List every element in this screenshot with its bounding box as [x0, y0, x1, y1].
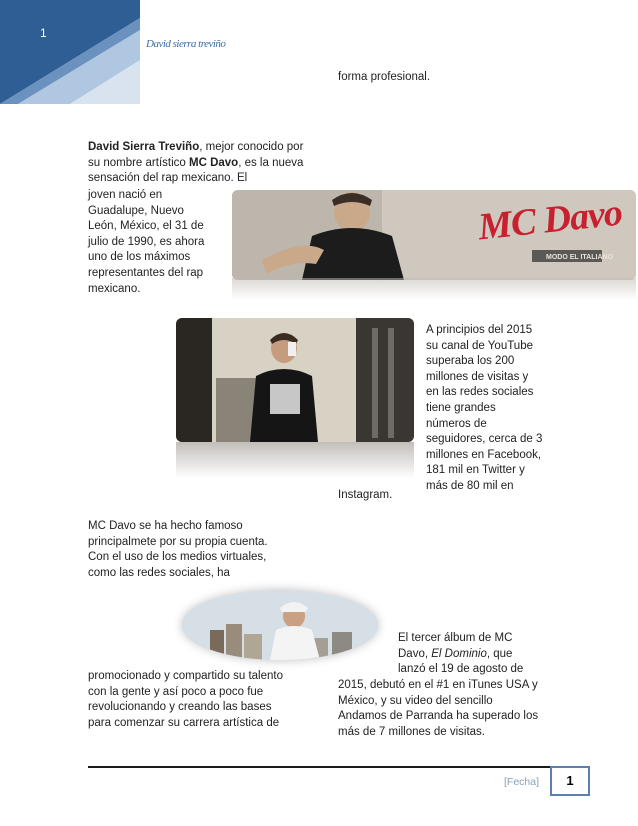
footer-rule — [88, 766, 550, 768]
fame-line: Con el uso de los medios virtuales, — [88, 551, 267, 564]
youtube-line: 181 mil en Twitter y — [426, 464, 525, 477]
intro-line: representantes del rap — [88, 266, 204, 279]
youtube-paragraph — [426, 323, 566, 495]
intro-line: León, México, el 31 de — [88, 220, 204, 233]
mc-davo-selfie-image — [176, 318, 414, 442]
album-line: más de 7 millones de visitas. — [338, 725, 486, 738]
album-line: El tercer álbum de MC — [398, 632, 513, 644]
youtube-line: más de 80 mil en — [426, 479, 514, 492]
youtube-line: millones en Facebook, — [426, 448, 542, 461]
album-paragraph-top — [398, 631, 558, 678]
intro-line: julio de 1990, es ahora — [88, 235, 205, 248]
album-line: lanzó el 19 de agosto de — [398, 663, 524, 676]
intro-line: joven nació en — [88, 189, 163, 201]
selfie-reflection — [176, 442, 414, 478]
intro-stage-name: MC Davo — [188, 156, 239, 169]
intro-line: Guadalupe, Nuevo — [88, 204, 184, 217]
youtube-line: millones de visitas y — [426, 370, 529, 383]
intro-wrapped-lines — [88, 188, 228, 297]
youtube-line: tiene grandes — [426, 401, 496, 414]
intro-line: mexicano. — [88, 282, 141, 295]
corner-decoration — [0, 0, 140, 104]
banner-tagline: MODO EL ITALIANO — [546, 254, 614, 261]
header-page-number: 1 — [40, 26, 47, 40]
youtube-line: superaba los 200 — [426, 355, 515, 368]
footer-date-placeholder: [Fecha] — [504, 776, 540, 788]
intro-name: David Sierra Treviño — [88, 141, 200, 153]
album-line: México, y su video del sencillo — [338, 694, 493, 707]
youtube-line: seguidores, cerca de 3 — [426, 433, 543, 446]
intro-text-b: , es la nueva sensación del rap mexicano. El — [88, 156, 304, 185]
mc-davo-banner-image — [232, 190, 636, 280]
fame-line: como las redes sociales, ha — [88, 566, 230, 579]
footer-page-number: 1 — [550, 766, 590, 796]
fame-line: principalmete por su propia cuenta. — [88, 535, 268, 548]
mc-davo-city-image — [182, 590, 378, 660]
intro-paragraph — [88, 140, 304, 187]
album-text: , que — [486, 647, 513, 660]
youtube-line: números de — [426, 417, 487, 430]
intro-text-a: , mejor conocido por su nombre artístico — [88, 141, 304, 169]
banner-reflection — [232, 278, 636, 300]
album-line — [398, 647, 558, 663]
album-line: 2015, debutó en el #1 en iTunes USA y — [338, 679, 538, 691]
promo-line: revolucionando y creando las bases — [88, 701, 272, 714]
promo-line: promocionado y compartido su talento — [88, 670, 283, 682]
youtube-line: A principios del 2015 — [426, 324, 533, 336]
intro-line: uno de los máximos — [88, 251, 191, 264]
promo-line: para comenzar su carrera artística de — [88, 716, 280, 729]
continued-text: forma profesional. — [338, 71, 431, 83]
fame-paragraph — [88, 519, 308, 581]
youtube-line: su canal de YouTube — [426, 339, 533, 352]
album-title: El Dominio — [431, 647, 487, 660]
album-text: Davo, — [398, 647, 432, 660]
header-author-name: David sierra treviño — [146, 38, 226, 50]
promo-line: con la gente y así poco a poco fue — [88, 685, 264, 698]
youtube-line: en las redes sociales — [426, 386, 534, 399]
promo-paragraph — [88, 669, 308, 731]
album-line: Andamos de Parranda ha superado los — [338, 710, 539, 723]
fame-line: MC Davo se ha hecho famoso — [88, 520, 243, 532]
album-paragraph-rest — [338, 678, 558, 740]
banner-logo: MC Davo — [476, 191, 624, 249]
youtube-last-line: Instagram. — [338, 489, 393, 501]
